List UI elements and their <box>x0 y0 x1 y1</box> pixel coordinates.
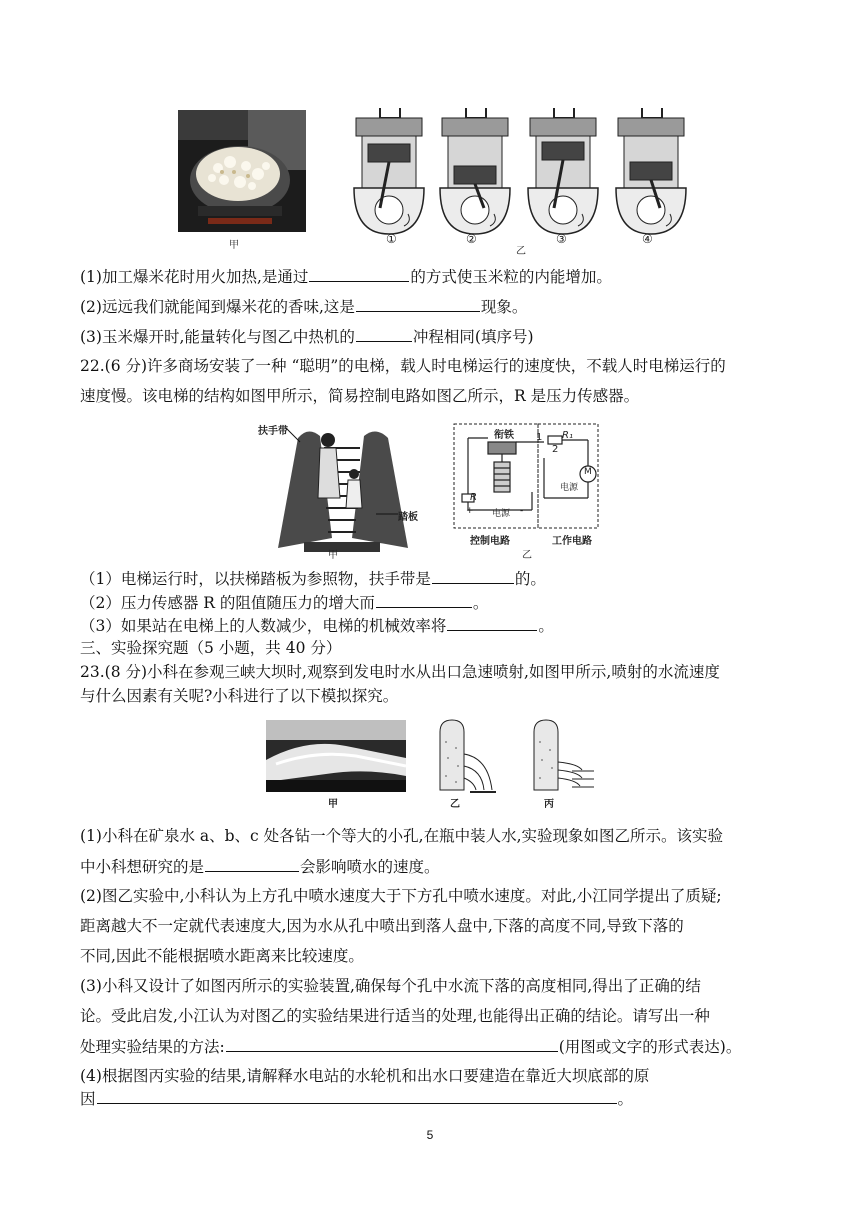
fig-q22-control-circuit-label: 控制电路 <box>470 536 510 547</box>
fig-q22-armature-label: 衔铁 <box>494 430 514 441</box>
q22-intro-line2: 速度慢。该电梯的结构如图甲所示，简易控制电路如图乙所示，R 是压力传感器。 <box>80 387 640 405</box>
q23-part4-line1: (4)根据图丙实验的结果,请解释水电站的水轮机和出水口要建造在靠近大坝底部的原 <box>80 1067 650 1085</box>
stroke-label-1: ① <box>386 232 397 246</box>
section-3-heading: 三、实验探究题（5 小题，共 40 分） <box>80 639 342 657</box>
popcorn-photo <box>178 110 306 232</box>
q23-part1-line2: 中小科想研究的是 会影响喷水的速度。 <box>80 858 440 876</box>
fig-q22-contact2-label: 2 <box>552 444 559 455</box>
fig-q23-label-yi: 乙 <box>450 799 460 810</box>
fig-q22-label-jia: 甲 <box>328 550 338 561</box>
q22-part3: （3）如果站在电梯上的人数减少，电梯的机械效率将 。 <box>80 617 554 635</box>
fig-q22-work-power-label: 电源 <box>560 483 579 493</box>
q23-part2-line3: 不同,因此不能根据喷水距离来比较速度。 <box>80 947 364 965</box>
fig-q22-minus-label: - <box>520 506 524 516</box>
answer-blank[interactable] <box>97 1088 617 1104</box>
q23-part2-line2: 距离越大不一定就代表速度大,因为水从孔中喷出到落人盘中,下落的高度不同,导致下落的 <box>80 917 684 935</box>
fig-q22-contact1-label: 1 <box>536 432 543 443</box>
q23-part4-line2: 因 。 <box>80 1090 634 1108</box>
escalator-figure <box>248 418 436 560</box>
fig-q21-label-jia: 甲 <box>229 240 239 251</box>
fig-q22-r-label: R <box>470 492 477 503</box>
engine-cylinder-diagram <box>354 108 424 234</box>
fig-q21-label-yi: 乙 <box>516 246 526 257</box>
q23-intro-line2: 与什么因素有关呢?小科进行了以下模拟探究。 <box>80 687 399 705</box>
q23-part3-line3: 处理实验结果的方法: (用图或文字的形式表达)。 <box>80 1038 742 1056</box>
engine-cylinder-diagram <box>440 108 510 234</box>
bottle-experiment-yi <box>432 718 498 798</box>
page-number: 5 <box>426 1128 434 1142</box>
q23-part2-line1: (2)图乙实验中,小科认为上方孔中喷水速度大于下方孔中喷水速度。对此,小江同学提出了质疑; <box>80 887 722 905</box>
fig-q22-r1-label: R₁ <box>562 430 573 441</box>
answer-blank[interactable] <box>205 856 299 872</box>
bottle-experiment-bing <box>528 718 598 798</box>
answer-blank[interactable] <box>376 592 472 608</box>
q21-part2: (2)远远我们就能闻到爆米花的香味,这是 现象。 <box>80 298 528 316</box>
q23-part3-line1: (3)小科又设计了如图丙所示的实验装置,确保每个孔中水流下落的高度相同,得出了正确的结 <box>80 977 701 995</box>
q23-intro-line1: 23.(8 分)小科在参观三峡大坝时,观察到发电时水从出口急速喷射,如图甲所示,喷射的水流速度 <box>80 663 720 681</box>
engine-cylinder-diagram <box>528 108 598 234</box>
answer-blank[interactable] <box>432 568 514 584</box>
fig-q23-label-bing: 丙 <box>544 799 554 810</box>
q21-part3: (3)玉米爆开时,能量转化与图乙中热机的 冲程相同(填序号) <box>80 328 534 346</box>
answer-blank[interactable] <box>356 326 412 342</box>
answer-blank[interactable] <box>226 1036 558 1052</box>
q23-part1-line1: (1)小科在矿泉水 a、b、c 处各钻一个等大的小孔,在瓶中装人水,实验现象如图乙所示。该实验 <box>80 827 724 845</box>
fig-q22-label-yi: 乙 <box>522 550 532 561</box>
answer-blank[interactable] <box>309 266 409 282</box>
engine-strokes-figure <box>350 104 690 244</box>
stroke-label-2: ② <box>466 232 477 246</box>
engine-cylinder-diagram <box>616 108 686 234</box>
q23-part3-line2: 论。受此启发,小江认为对图乙的实验结果进行适当的处理,也能得出正确的结论。请写出一种 <box>80 1007 710 1025</box>
fig-q23-label-jia: 甲 <box>328 799 338 810</box>
answer-blank[interactable] <box>447 615 537 631</box>
fig-q22-handrail-label: 扶手带 <box>258 426 288 437</box>
fig-q22-control-power-label: 电源 <box>492 509 511 519</box>
fig-q22-work-circuit-label: 工作电路 <box>552 536 592 547</box>
answer-blank[interactable] <box>356 296 480 312</box>
fig-q22-motor-label: M <box>584 467 592 477</box>
fig-q22-plus-label: + <box>466 506 474 516</box>
q22-part2: （2）压力传感器 R 的阻值随压力的增大而 。 <box>80 594 489 612</box>
q21-part1: (1)加工爆米花时用火加热,是通过 的方式使玉米粒的内能增加。 <box>80 268 612 286</box>
q22-part1: （1）电梯运行时，以扶梯踏板为参照物，扶手带是 的。 <box>80 570 546 588</box>
stroke-label-4: ④ <box>642 232 653 246</box>
q22-intro-line1: 22.(6 分)许多商场安装了一种 “聪明”的电梯，载人时电梯运行的速度快，不载人时电梯运行的 <box>80 357 726 375</box>
fig-q22-step-label: 踏板 <box>398 512 418 523</box>
dam-water-jet-photo <box>266 720 406 792</box>
stroke-label-3: ③ <box>556 232 567 246</box>
